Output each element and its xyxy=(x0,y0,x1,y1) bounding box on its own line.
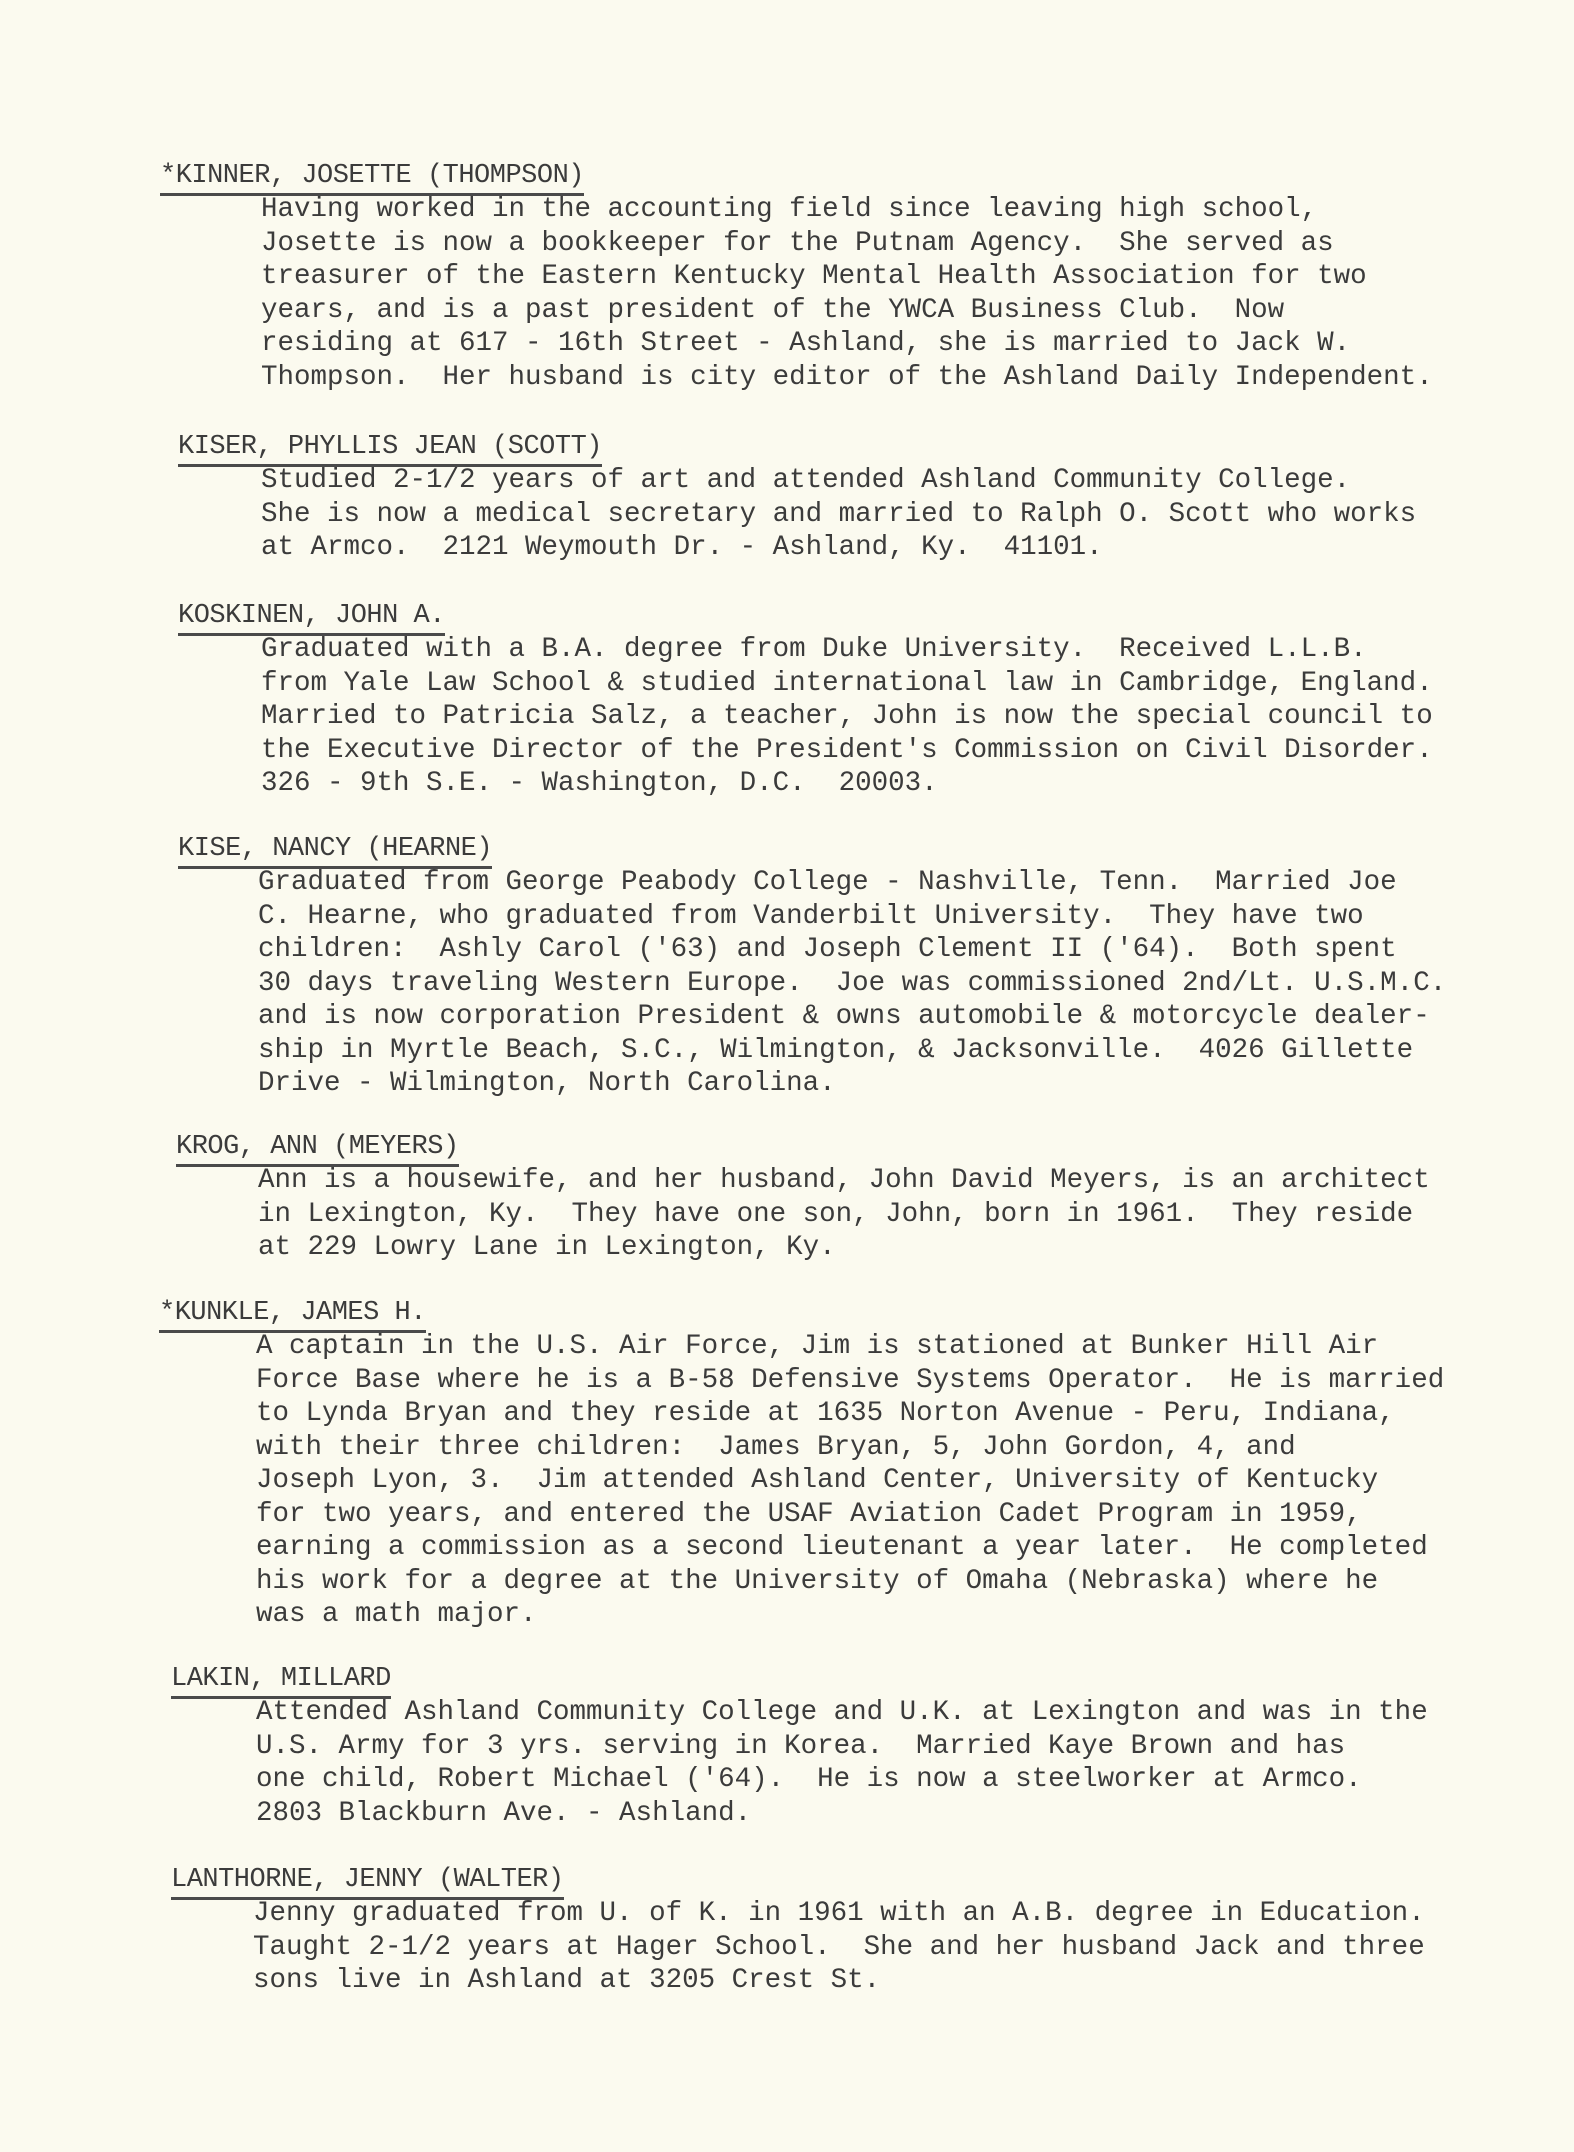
body-line: She is now a medical secretary and married to Ralph O. Scott who works xyxy=(261,498,1417,530)
body-line: sons live in Ashland at 3205 Crest St. xyxy=(253,1965,881,1996)
body-line: in Lexington, Ky. They have one son, John, born in 1961. They reside xyxy=(258,1198,1414,1230)
body-line: and is now corporation President & owns automobile & motorcycle dealer- xyxy=(258,1001,1430,1032)
body-line: Drive - Wilmington, North Carolina. xyxy=(258,1068,836,1099)
entry-name-heading: LAKIN, MILLARD xyxy=(171,1663,391,1699)
body-line: A captain in the U.S. Air Force, Jim is stationed at Bunker Hill Air xyxy=(256,1331,1379,1362)
entry-body xyxy=(261,193,1433,394)
body-line: U.S. Army for 3 yrs. serving in Korea. Married Kaye Brown and has xyxy=(256,1730,1346,1762)
entry-body xyxy=(258,1164,1430,1265)
body-line: Taught 2-1/2 years at Hager School. She and her husband Jack and three xyxy=(253,1931,1425,1963)
body-line: Force Base where he is a B-58 Defensive Systems Operator. He is married xyxy=(256,1364,1445,1396)
body-line: from Yale Law School & studied international law in Cambridge, England. xyxy=(261,667,1433,699)
body-line: at Armco. 2121 Weymouth Dr. - Ashland, Ky. 41101. xyxy=(261,532,1103,563)
body-line: residing at 617 - 16th Street - Ashland, she is married to Jack W. xyxy=(261,328,1351,359)
entry-name-heading: *KINNER, JOSETTE (THOMPSON) xyxy=(160,160,584,196)
entry-name-heading: KISER, PHYLLIS JEAN (SCOTT) xyxy=(178,431,602,467)
entry-body xyxy=(256,1696,1428,1830)
body-line: to Lynda Bryan and they reside at 1635 Norton Avenue - Peru, Indiana, xyxy=(256,1398,1395,1429)
body-line: C. Hearne, who graduated from Vanderbilt University. They have two xyxy=(258,900,1364,932)
entry-name-heading: KOSKINEN, JOHN A. xyxy=(178,600,445,636)
entry-body xyxy=(256,1330,1444,1632)
entry-name-heading: LANTHORNE, JENNY (WALTER) xyxy=(171,1864,564,1900)
entry-body xyxy=(261,464,1416,565)
body-line: earning a commission as a second lieutenant a year later. He completed xyxy=(256,1532,1428,1563)
body-line: was a math major. xyxy=(256,1599,537,1630)
body-line: Studied 2-1/2 years of art and attended Ashland Community College. xyxy=(261,465,1351,496)
entry-body xyxy=(261,633,1433,801)
body-line: Jenny graduated from U. of K. in 1961 with an A.B. degree in Education. xyxy=(253,1898,1425,1929)
entry-name-heading: *KUNKLE, JAMES H. xyxy=(159,1297,426,1333)
body-line: years, and is a past president of the YWCA Business Club. Now xyxy=(261,294,1285,326)
body-line: 30 days traveling Western Europe. Joe was commissioned 2nd/Lt. U.S.M.C. xyxy=(258,967,1447,999)
body-line: Ann is a housewife, and her husband, John David Meyers, is an architect xyxy=(258,1165,1430,1196)
body-line: at 229 Lowry Lane in Lexington, Ky. xyxy=(258,1232,836,1263)
entry-name-heading: KROG, ANN (MEYERS) xyxy=(176,1131,459,1167)
body-line: treasurer of the Eastern Kentucky Mental Health Association for two xyxy=(261,261,1367,292)
body-line: Graduated with a B.A. degree from Duke University. Received L.L.B. xyxy=(261,634,1367,665)
body-line: one child, Robert Michael ('64). He is now a steelworker at Armco. xyxy=(256,1764,1362,1795)
body-line: with their three children: James Bryan, 5, John Gordon, 4, and xyxy=(256,1431,1296,1463)
body-line: 2803 Blackburn Ave. - Ashland. xyxy=(256,1797,752,1829)
body-line: the Executive Director of the President's Commission on Civil Disorder. xyxy=(261,734,1433,766)
body-line: Josette is now a bookkeeper for the Putnam Agency. She served as xyxy=(261,227,1334,259)
body-line: Joseph Lyon, 3. Jim attended Ashland Center, University of Kentucky xyxy=(256,1465,1379,1496)
body-line: his work for a degree at the University of Omaha (Nebraska) where he xyxy=(256,1565,1379,1597)
body-line: Having worked in the accounting field since leaving high school, xyxy=(261,194,1318,225)
body-line: for two years, and entered the USAF Aviation Cadet Program in 1959, xyxy=(256,1498,1362,1530)
body-line: ship in Myrtle Beach, S.C., Wilmington, & Jacksonville. 4026 Gillette xyxy=(258,1034,1414,1066)
body-line: Thompson. Her husband is city editor of the Ashland Daily Independent. xyxy=(261,361,1433,393)
body-line: Attended Ashland Community College and U.K. at Lexington and was in the xyxy=(256,1697,1428,1728)
body-line: 326 - 9th S.E. - Washington, D.C. 20003. xyxy=(261,768,938,799)
body-line: Graduated from George Peabody College - Nashville, Tenn. Married Joe xyxy=(258,867,1397,898)
entry-name-heading: KISE, NANCY (HEARNE) xyxy=(178,833,492,869)
entry-body xyxy=(258,866,1446,1101)
body-line: Married to Patricia Salz, a teacher, John is now the special council to xyxy=(261,701,1433,732)
entry-body xyxy=(253,1897,1425,1998)
body-line: children: Ashly Carol ('63) and Joseph Clement II ('64). Both spent xyxy=(258,934,1397,965)
